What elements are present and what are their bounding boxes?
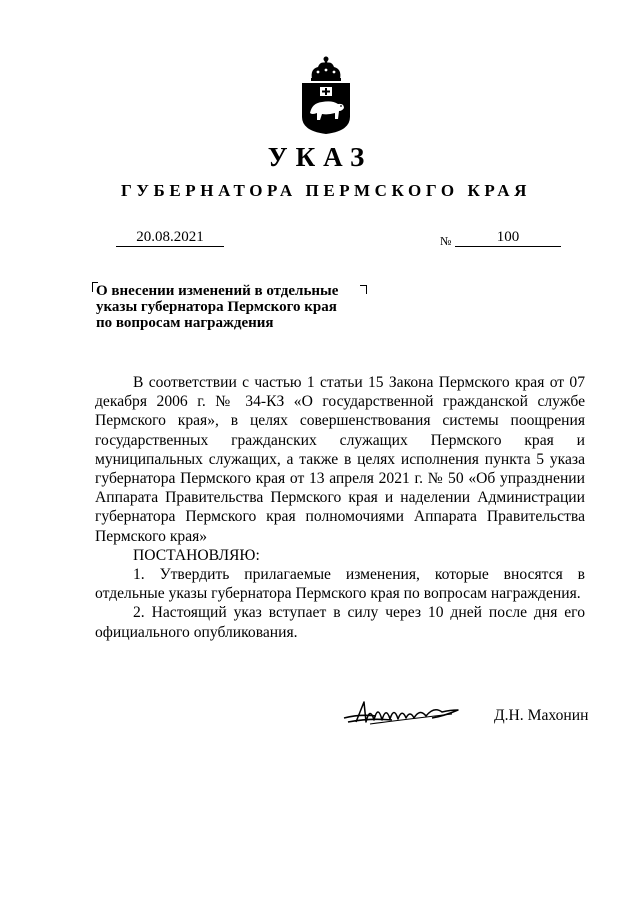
decree-item: 2. Настоящий указ вступает в силу через 10 дней после дня его официального опубликования.: [95, 604, 585, 641]
decree-item: 1. Утвердить прилагаемые изменения, которые вносятся в отдельные указы губернатора Пермского края по вопросам награждения.: [95, 566, 585, 603]
subject-line: указы губернатора Пермского края: [96, 299, 337, 315]
subject-line: О внесении изменений в отдельные: [96, 283, 339, 299]
document-title: УКАЗ: [267, 142, 373, 172]
document-date: 20.08.2021: [116, 228, 224, 247]
document-subtitle: ГУБЕРНАТОРА ПЕРМСКОГО КРАЯ: [121, 181, 531, 200]
document-number: 100: [455, 228, 561, 247]
signer-name: Д.Н. Махонин: [494, 707, 589, 724]
signature-icon: [340, 692, 470, 732]
document-body: [95, 373, 585, 642]
document-subject: [96, 283, 366, 331]
decree-word: ПОСТАНОВЛЯЮ:: [133, 546, 260, 564]
subject-line: по вопросам награждения: [96, 315, 274, 331]
preamble-paragraph: В соответствии с частью 1 статьи 15 Закона Пермского края от 07 декабря 2006 г. № 34-КЗ «О государственной гражданской службе Пермского края», в целях совершенствования системы поощрения государственных гражданских служащих Пермского края и муниципальных служащих, а также в целях исполнения пункта 5 указа губернатора Пермского края от 13 апреля 2021 г. № 50 «Об упразднении Аппарата Правительства Пермского края и наделении Администрации губернатора Пермского края полномочиями Аппарата Правительства Пермского края»: [95, 374, 585, 545]
number-sign: №: [440, 234, 452, 248]
coat-of-arms-icon: [300, 55, 352, 135]
